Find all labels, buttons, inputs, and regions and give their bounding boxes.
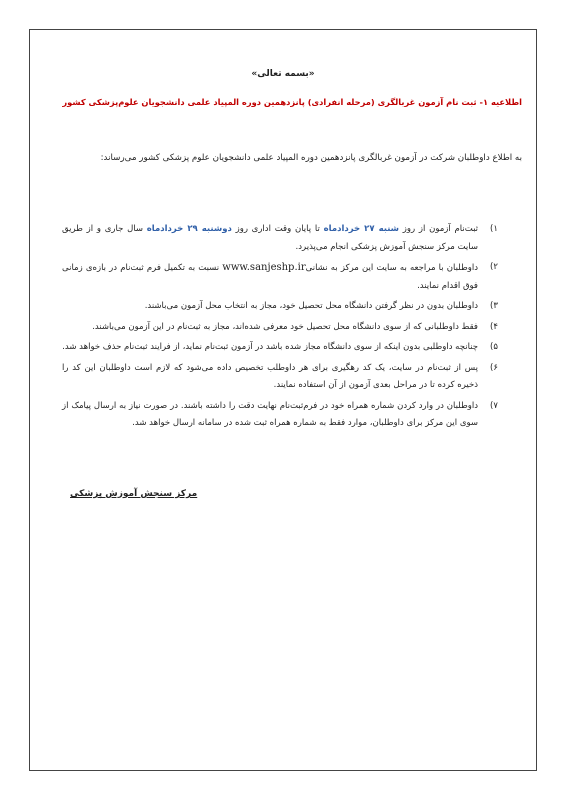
item-text: پس از ثبت‌نام در سایت، یک کد رهگیری برای هر داوطلب تخصیص داده می‌شود که لازم است داوطلبان این کد را ذخیره کرده تا در مراحل بعدی آزمون از آن استفاده نمایند. — [62, 362, 478, 390]
item-text — [62, 259, 502, 295]
item-text — [62, 221, 502, 256]
list-item — [62, 298, 502, 316]
item-number: ۷) — [490, 400, 498, 411]
list-item — [62, 221, 502, 256]
list-item — [62, 339, 502, 357]
heading: «بسمه تعالی» — [251, 69, 315, 79]
intro-paragraph: به اطلاع داوطلبان شرکت در آزمون غربالگری پانزدهمین دوره المپیاد علمی دانشجویان علوم پزشکی کشور می‌رساند: — [100, 153, 522, 163]
list-item — [62, 398, 502, 433]
notice-title: اطلاعیه ۱- ثبت نام آزمون غربالگری (مرحله انفرادی) پانزدهمین دوره المپیاد علمی دانشجویان علوم‌پزشکی کشور — [62, 97, 522, 107]
item-number: ۳) — [490, 301, 498, 311]
item-number: ۴) — [490, 321, 498, 332]
notice-items — [62, 221, 502, 436]
item-text: فقط داوطلبانی که از سوی دانشگاه محل تحصیل خود معرفی شده‌اند، مجاز به ثبت‌نام در این آزمون می‌باشند. — [92, 321, 478, 332]
item-text-part: داوطلبان با مراجعه به سایت این مرکز به نشانی — [305, 263, 478, 273]
website-link[interactable]: www.sanjeshp.ir — [222, 262, 306, 273]
list-item — [62, 259, 502, 295]
item-text: داوطلبان در وارد کردن شماره همراه خود در فرم‌ثبت‌نام نهایت دقت را داشته باشند. در صورت نیاز به ارسال پیامک از سوی این مرکز برای داوطلبان، موارد فقط به شماره همراه ثبت شده در سامانه ارسال خواهد شد. — [62, 400, 478, 428]
item-text-part: ثبت‌نام آزمون از روز — [399, 224, 479, 234]
item-number: ۶) — [490, 362, 498, 373]
list-item — [62, 319, 502, 337]
list-item — [62, 360, 502, 395]
item-text-part: تا پایان وقت اداری روز — [231, 224, 324, 234]
item-text: داوطلبان بدون در نظر گرفتن دانشگاه محل تحصیل خود، مجاز به انتخاب محل آزمون می‌باشند. — [144, 301, 478, 311]
end-date: دوشنبه ۲۹ خردادماه — [146, 224, 232, 234]
start-date: شنبه ۲۷ خردادماه — [323, 224, 400, 234]
signature: مرکز سنجش آموزش پزشکی — [70, 489, 198, 499]
item-text-part: نسبت به تکمیل فرم ثبت‌نام در بازه‌ی زمانی فوق اقدام نمایند. — [62, 263, 478, 291]
item-number: ۱) — [490, 224, 498, 234]
item-text-part: سال جاری و از طریق سایت مرکز سنجش آموزش پزشکی انجام می‌پذیرد. — [62, 224, 478, 252]
item-text: چنانچه داوطلبی بدون اینکه از سوی دانشگاه مجاز شده باشد در آزمون ثبت‌نام نماید، از فرایند ثبت‌نام حذف خواهد شد. — [62, 342, 478, 352]
item-number: ۵) — [490, 342, 498, 352]
item-number: ۲) — [490, 262, 498, 272]
